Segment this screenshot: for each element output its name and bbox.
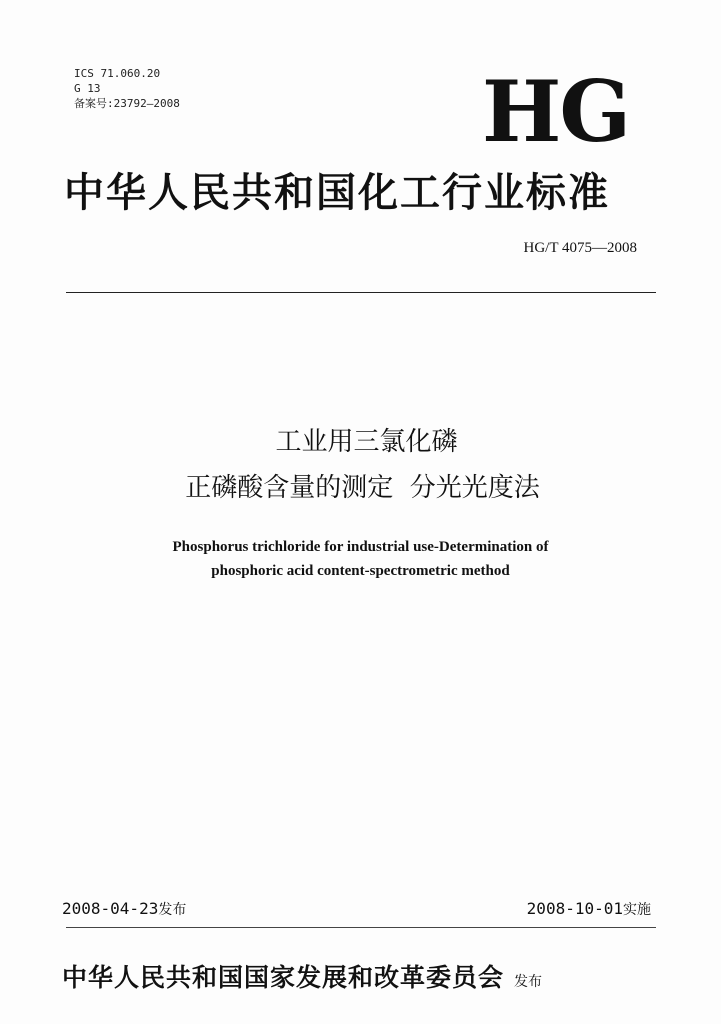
issue-date-block [62,898,186,921]
document-title-en-line2: phosphoric acid content-spectrometric method [211,563,510,579]
implement-date: 2008-10-01 [526,899,623,918]
record-number: 备案号:23792—2008 [74,97,180,110]
hg-logo: HG [482,62,630,161]
implement-date-block [527,898,651,921]
document-title-zh-line2: 正磷酸含量的测定 分光光度法 [185,473,540,503]
issuing-organization: 中华人民共和国国家发展和改革委员会 [62,963,505,992]
top-divider [66,292,656,293]
issue-date: 2008-04-23 [62,899,159,918]
implement-label: 实施 [623,902,651,918]
classification-block [74,66,180,111]
ics-code: ICS 71.060.20 [74,67,161,80]
issue-label: 发布 [158,902,187,918]
standard-type-title: 中华人民共和国化工行业标准 [64,169,610,216]
issuer-block [62,958,542,994]
document-title-en-line1: Phosphorus trichloride for industrial use-Determination of [172,539,549,555]
category-code: G 13 [74,82,101,95]
bottom-divider [66,927,656,928]
issuer-action: 发布 [514,974,543,990]
standard-number: HG/T 4075—2008 [523,240,637,256]
document-title-zh-line1: 工业用三氯化磷 [275,427,458,457]
